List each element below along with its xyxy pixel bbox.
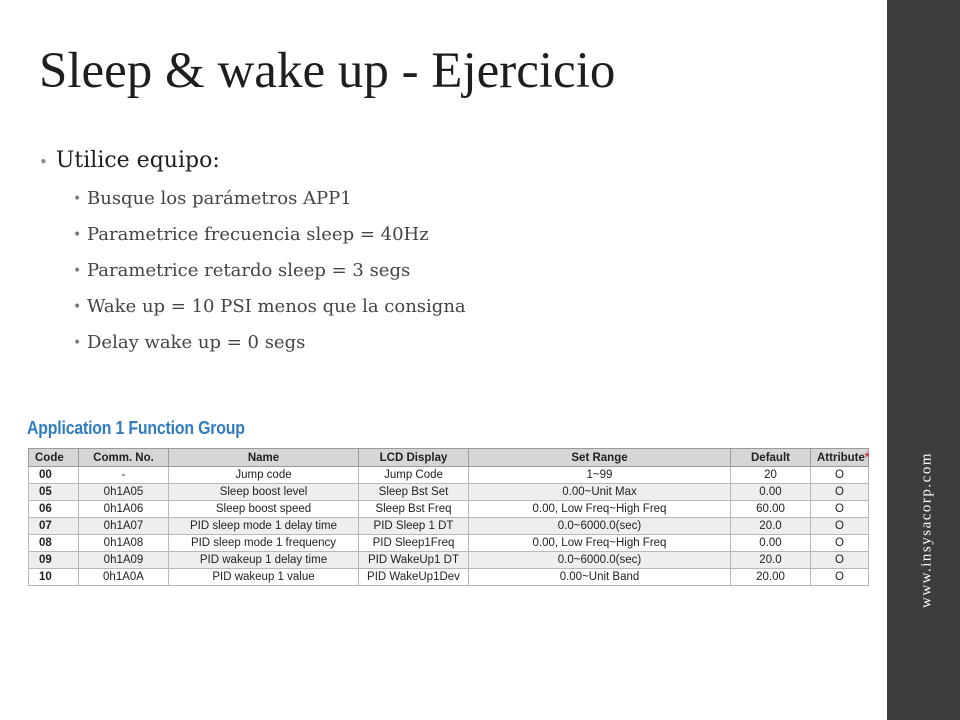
cell-name: Jump code <box>169 467 359 484</box>
cell-code: 08 <box>29 535 79 552</box>
sub-bullet-dot: • <box>73 227 82 243</box>
header-attribute-text: Attribute <box>817 451 865 464</box>
cell-comm-no: 0h1A08 <box>79 535 169 552</box>
sub-bullet-text: Delay wake up = 0 segs <box>87 332 306 353</box>
header-code: Code <box>29 449 79 467</box>
sub-bullet-dot: • <box>73 335 82 351</box>
cell-name: Sleep boost speed <box>169 501 359 518</box>
bullet-dot: • <box>39 153 48 171</box>
cell-lcd-display: PID Sleep 1 DT <box>359 518 469 535</box>
table-title: Application 1 Function Group <box>27 418 245 438</box>
sub-bullet-text: Parametrice retardo sleep = 3 segs <box>87 260 411 281</box>
cell-comm-no: 0h1A0A <box>79 569 169 586</box>
sub-bullet-dot: • <box>73 191 82 207</box>
cell-code: 05 <box>29 484 79 501</box>
cell-code: 06 <box>29 501 79 518</box>
cell-lcd-display: Jump Code <box>359 467 469 484</box>
cell-lcd-display: PID WakeUp1 DT <box>359 552 469 569</box>
cell-comm-no: 0h1A09 <box>79 552 169 569</box>
sub-bullet <box>39 325 466 361</box>
cell-attribute: O <box>811 518 869 535</box>
cell-default: 0.00 <box>731 535 811 552</box>
cell-attribute: O <box>811 552 869 569</box>
sub-bullet <box>39 253 466 289</box>
sub-bullet-list <box>39 181 466 361</box>
cell-attribute: O <box>811 535 869 552</box>
sub-bullet-dot: • <box>73 263 82 279</box>
cell-name: PID wakeup 1 delay time <box>169 552 359 569</box>
cell-default: 60.00 <box>731 501 811 518</box>
cell-code: 10 <box>29 569 79 586</box>
slide-title: Sleep & wake up - Ejercicio <box>39 43 616 99</box>
cell-code: 00 <box>29 467 79 484</box>
cell-default: 20.00 <box>731 569 811 586</box>
header-set-range: Set Range <box>469 449 731 467</box>
cell-attribute: O <box>811 467 869 484</box>
cell-default: 0.00 <box>731 484 811 501</box>
cell-code: 09 <box>29 552 79 569</box>
sub-bullet-text: Parametrice frecuencia sleep = 40Hz <box>87 224 429 245</box>
cell-name: Sleep boost level <box>169 484 359 501</box>
cell-set-range: 0.00~Unit Max <box>469 484 731 501</box>
website-url: www.insysacorp.com <box>918 451 935 609</box>
cell-comm-no: 0h1A05 <box>79 484 169 501</box>
cell-name: PID sleep mode 1 frequency <box>169 535 359 552</box>
header-name: Name <box>169 449 359 467</box>
header-attribute <box>811 449 869 467</box>
cell-lcd-display: PID WakeUp1Dev <box>359 569 469 586</box>
sub-bullet <box>39 289 466 325</box>
cell-default: 20 <box>731 467 811 484</box>
cell-set-range: 0.0~6000.0(sec) <box>469 518 731 535</box>
table-row <box>29 484 869 501</box>
attribute-asterisk: * <box>864 451 870 464</box>
sub-bullet <box>39 217 466 253</box>
cell-lcd-display: Sleep Bst Freq <box>359 501 469 518</box>
cell-attribute: O <box>811 501 869 518</box>
table-row <box>29 518 869 535</box>
header-default: Default <box>731 449 811 467</box>
header-lcd-display: LCD Display <box>359 449 469 467</box>
cell-attribute: O <box>811 569 869 586</box>
cell-comm-no: 0h1A07 <box>79 518 169 535</box>
header-comm-no: Comm. No. <box>79 449 169 467</box>
sub-bullet <box>39 181 466 217</box>
bullet-list <box>39 144 466 361</box>
cell-comm-no: 0h1A06 <box>79 501 169 518</box>
bullet-main <box>39 144 466 361</box>
cell-lcd-display: Sleep Bst Set <box>359 484 469 501</box>
cell-set-range: 0.0~6000.0(sec) <box>469 552 731 569</box>
cell-set-range: 0.00~Unit Band <box>469 569 731 586</box>
cell-set-range: 0.00, Low Freq~High Freq <box>469 501 731 518</box>
table-row <box>29 552 869 569</box>
cell-set-range: 0.00, Low Freq~High Freq <box>469 535 731 552</box>
table-row <box>29 535 869 552</box>
table-row <box>29 467 869 484</box>
cell-attribute: O <box>811 484 869 501</box>
table-row <box>29 569 869 586</box>
cell-default: 20.0 <box>731 518 811 535</box>
bullet-main-text: Utilice equipo: <box>55 148 220 173</box>
cell-name: PID wakeup 1 value <box>169 569 359 586</box>
sub-bullet-dot: • <box>73 299 82 315</box>
table-header-row <box>29 449 869 467</box>
cell-set-range: 1~99 <box>469 467 731 484</box>
right-sidebar <box>887 0 960 720</box>
sub-bullet-text: Busque los parámetros APP1 <box>87 188 352 209</box>
cell-name: PID sleep mode 1 delay time <box>169 518 359 535</box>
table-body <box>29 467 869 586</box>
cell-default: 20.0 <box>731 552 811 569</box>
cell-comm-no: - <box>79 467 169 484</box>
table-row <box>29 501 869 518</box>
cell-code: 07 <box>29 518 79 535</box>
cell-lcd-display: PID Sleep1Freq <box>359 535 469 552</box>
parameter-table <box>28 448 869 586</box>
sub-bullet-text: Wake up = 10 PSI menos que la consigna <box>87 296 466 317</box>
